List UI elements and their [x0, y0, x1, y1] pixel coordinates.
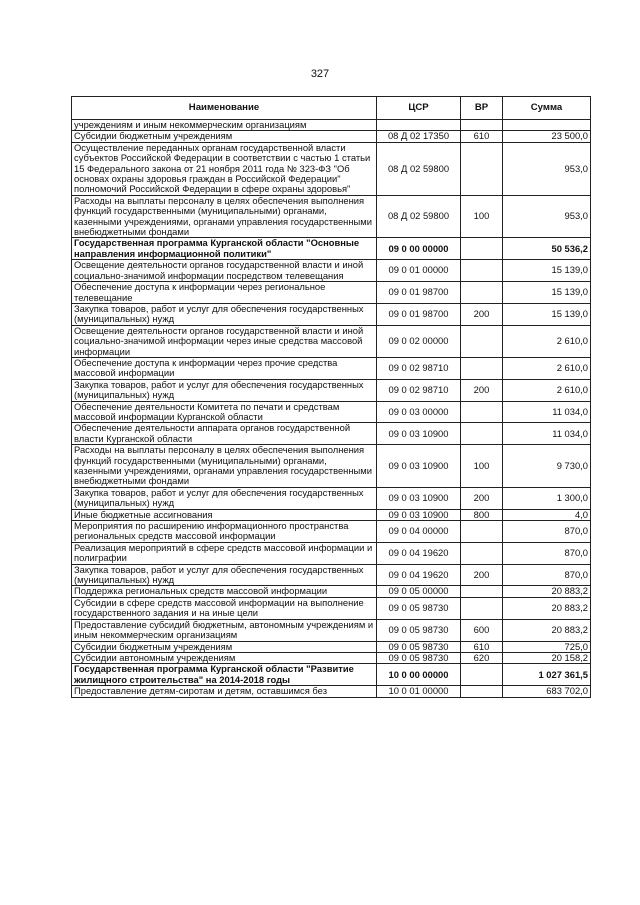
table-row — [72, 303, 591, 325]
row-csr: 09 0 03 10900 — [377, 445, 461, 488]
row-sum: 1 027 361,5 — [503, 664, 591, 686]
row-sum: 1 300,0 — [503, 487, 591, 509]
row-name: Поддержка региональных средств массовой информации — [72, 586, 377, 597]
table-row — [72, 521, 591, 543]
row-name: учреждениям и иным некоммерческим организациям — [72, 120, 377, 131]
row-vr — [461, 423, 503, 445]
row-vr: 200 — [461, 303, 503, 325]
budget-table — [71, 96, 591, 698]
row-csr: 08 Д 02 17350 — [377, 131, 461, 142]
row-name: Субсидии бюджетным учреждениям — [72, 641, 377, 652]
row-vr: 200 — [461, 487, 503, 509]
row-sum: 953,0 — [503, 195, 591, 238]
table-row — [72, 686, 591, 697]
row-vr — [461, 260, 503, 282]
table-row — [72, 509, 591, 520]
row-csr: 09 0 04 19620 — [377, 564, 461, 586]
table-row — [72, 652, 591, 663]
row-sum: 870,0 — [503, 564, 591, 586]
row-vr: 100 — [461, 195, 503, 238]
row-csr: 09 0 05 98730 — [377, 641, 461, 652]
row-vr: 800 — [461, 509, 503, 520]
row-csr: 09 0 04 00000 — [377, 521, 461, 543]
row-name: Закупка товаров, работ и услуг для обеспечения государственных (муниципальных) нужд — [72, 379, 377, 401]
table-row — [72, 445, 591, 488]
row-csr: 09 0 05 98730 — [377, 619, 461, 641]
row-name: Закупка товаров, работ и услуг для обеспечения государственных (муниципальных) нужд — [72, 303, 377, 325]
row-vr — [461, 120, 503, 131]
table-row — [72, 619, 591, 641]
header-vr: ВР — [461, 97, 503, 120]
row-sum: 11 034,0 — [503, 401, 591, 423]
row-sum: 683 702,0 — [503, 686, 591, 697]
row-name: Субсидии автономным учреждениям — [72, 652, 377, 663]
row-name: Обеспечение доступа к информации через региональное телевещание — [72, 282, 377, 304]
row-csr: 09 0 01 00000 — [377, 260, 461, 282]
row-sum: 50 536,2 — [503, 238, 591, 260]
row-sum: 20 883,2 — [503, 597, 591, 619]
row-vr: 200 — [461, 564, 503, 586]
row-vr — [461, 357, 503, 379]
row-name: Обеспечение деятельности Комитета по печати и средствам массовой информации Курганской области — [72, 401, 377, 423]
row-name: Обеспечение деятельности аппарата органов государственной власти Курганской области — [72, 423, 377, 445]
row-name: Государственная программа Курганской области "Развитие жилищного строительства" на 2014-2018 годы — [72, 664, 377, 686]
table-row — [72, 325, 591, 357]
row-name: Иные бюджетные ассигнования — [72, 509, 377, 520]
table-row — [72, 238, 591, 260]
row-vr: 100 — [461, 445, 503, 488]
row-vr — [461, 282, 503, 304]
row-csr: 09 0 05 00000 — [377, 586, 461, 597]
table-header-row — [72, 97, 591, 120]
page-number: 327 — [310, 68, 330, 80]
row-vr — [461, 325, 503, 357]
row-name: Закупка товаров, работ и услуг для обеспечения государственных (муниципальных) нужд — [72, 487, 377, 509]
row-sum: 15 139,0 — [503, 303, 591, 325]
row-vr — [461, 401, 503, 423]
row-vr — [461, 521, 503, 543]
row-sum: 4,0 — [503, 509, 591, 520]
table-row — [72, 487, 591, 509]
row-sum: 2 610,0 — [503, 379, 591, 401]
row-csr: 09 0 03 10900 — [377, 487, 461, 509]
table-row — [72, 357, 591, 379]
row-vr: 620 — [461, 652, 503, 663]
row-name: Субсидии бюджетным учреждениям — [72, 131, 377, 142]
row-csr: 09 0 04 19620 — [377, 542, 461, 564]
table-row — [72, 120, 591, 131]
row-csr: 08 Д 02 59800 — [377, 195, 461, 238]
table-row — [72, 379, 591, 401]
row-name: Расходы на выплаты персоналу в целях обеспечения выполнения функций государственными (муниципальными) органами, казенными учреждениями, органами управления государственными внебюджетными фондами — [72, 445, 377, 488]
table-row — [72, 423, 591, 445]
row-name: Закупка товаров, работ и услуг для обеспечения государственных (муниципальных) нужд — [72, 564, 377, 586]
row-name: Государственная программа Курганской области "Основные направления информационной политики" — [72, 238, 377, 260]
row-csr: 10 0 00 00000 — [377, 664, 461, 686]
row-name: Освещение деятельности органов государственной власти и иной социально-значимой информации через иные средства массовой информации — [72, 325, 377, 357]
row-sum: 2 610,0 — [503, 357, 591, 379]
row-sum: 725,0 — [503, 641, 591, 652]
row-sum: 2 610,0 — [503, 325, 591, 357]
row-csr: 09 0 03 00000 — [377, 401, 461, 423]
row-csr: 09 0 02 98710 — [377, 357, 461, 379]
table-row — [72, 401, 591, 423]
row-sum: 20 883,2 — [503, 586, 591, 597]
table-row — [72, 597, 591, 619]
table-body — [72, 120, 591, 698]
row-name: Освещение деятельности органов государственной власти и иной социально-значимой информации посредством телевещания — [72, 260, 377, 282]
row-sum: 870,0 — [503, 521, 591, 543]
row-name: Мероприятия по расширению информационного пространства региональных средств массовой информации — [72, 521, 377, 543]
row-csr: 09 0 05 98730 — [377, 652, 461, 663]
row-vr — [461, 597, 503, 619]
row-name: Осуществление переданных органам государственной власти субъектов Российской Федерации в соответствии с частью 1 статьи 15 Федерального закона от 21 ноября 2011 года № 323-ФЗ "Об основах охраны здоровья граждан в Российской Федерации" полномочий Российской Федерации в сфере охраны здоровья" — [72, 142, 377, 195]
row-csr: 08 Д 02 59800 — [377, 142, 461, 195]
row-sum: 20 883,2 — [503, 619, 591, 641]
row-sum — [503, 120, 591, 131]
table-row — [72, 641, 591, 652]
row-csr: 09 0 01 98700 — [377, 282, 461, 304]
row-csr: 09 0 02 98710 — [377, 379, 461, 401]
row-name: Предоставление субсидий бюджетным, автономным учреждениям и иным некоммерческим организациям — [72, 619, 377, 641]
row-sum: 15 139,0 — [503, 260, 591, 282]
table-row — [72, 282, 591, 304]
row-csr: 09 0 02 00000 — [377, 325, 461, 357]
row-name: Реализация мероприятий в сфере средств массовой информации и полиграфии — [72, 542, 377, 564]
row-sum: 15 139,0 — [503, 282, 591, 304]
table-row — [72, 542, 591, 564]
row-vr — [461, 586, 503, 597]
table-row — [72, 142, 591, 195]
table-row — [72, 564, 591, 586]
table-row — [72, 260, 591, 282]
row-vr — [461, 142, 503, 195]
row-sum: 870,0 — [503, 542, 591, 564]
row-sum: 11 034,0 — [503, 423, 591, 445]
row-csr: 09 0 01 98700 — [377, 303, 461, 325]
row-sum: 20 158,2 — [503, 652, 591, 663]
row-vr — [461, 686, 503, 697]
row-vr: 610 — [461, 131, 503, 142]
row-name: Субсидии в сфере средств массовой информации на выполнение государственного задания и на иные цели — [72, 597, 377, 619]
header-name: Наименование — [72, 97, 377, 120]
row-csr: 09 0 03 10900 — [377, 423, 461, 445]
row-sum: 953,0 — [503, 142, 591, 195]
row-csr: 09 0 00 00000 — [377, 238, 461, 260]
row-csr: 09 0 05 98730 — [377, 597, 461, 619]
row-name: Расходы на выплаты персоналу в целях обеспечения выполнения функций государственными (муниципальными) органами, казенными учреждениями, органами управления государственными внебюджетными фондами — [72, 195, 377, 238]
row-vr: 600 — [461, 619, 503, 641]
table-row — [72, 586, 591, 597]
row-csr: 10 0 01 00000 — [377, 686, 461, 697]
row-sum: 9 730,0 — [503, 445, 591, 488]
row-vr — [461, 238, 503, 260]
row-vr — [461, 542, 503, 564]
row-vr: 610 — [461, 641, 503, 652]
header-csr: ЦСР — [377, 97, 461, 120]
header-sum: Сумма — [503, 97, 591, 120]
table-row — [72, 195, 591, 238]
row-name: Предоставление детям-сиротам и детям, оставшимся без — [72, 686, 377, 697]
table-row — [72, 664, 591, 686]
row-vr — [461, 664, 503, 686]
row-csr — [377, 120, 461, 131]
row-vr: 200 — [461, 379, 503, 401]
row-sum: 23 500,0 — [503, 131, 591, 142]
row-name: Обеспечение доступа к информации через прочие средства массовой информации — [72, 357, 377, 379]
table-row — [72, 131, 591, 142]
row-csr: 09 0 03 10900 — [377, 509, 461, 520]
